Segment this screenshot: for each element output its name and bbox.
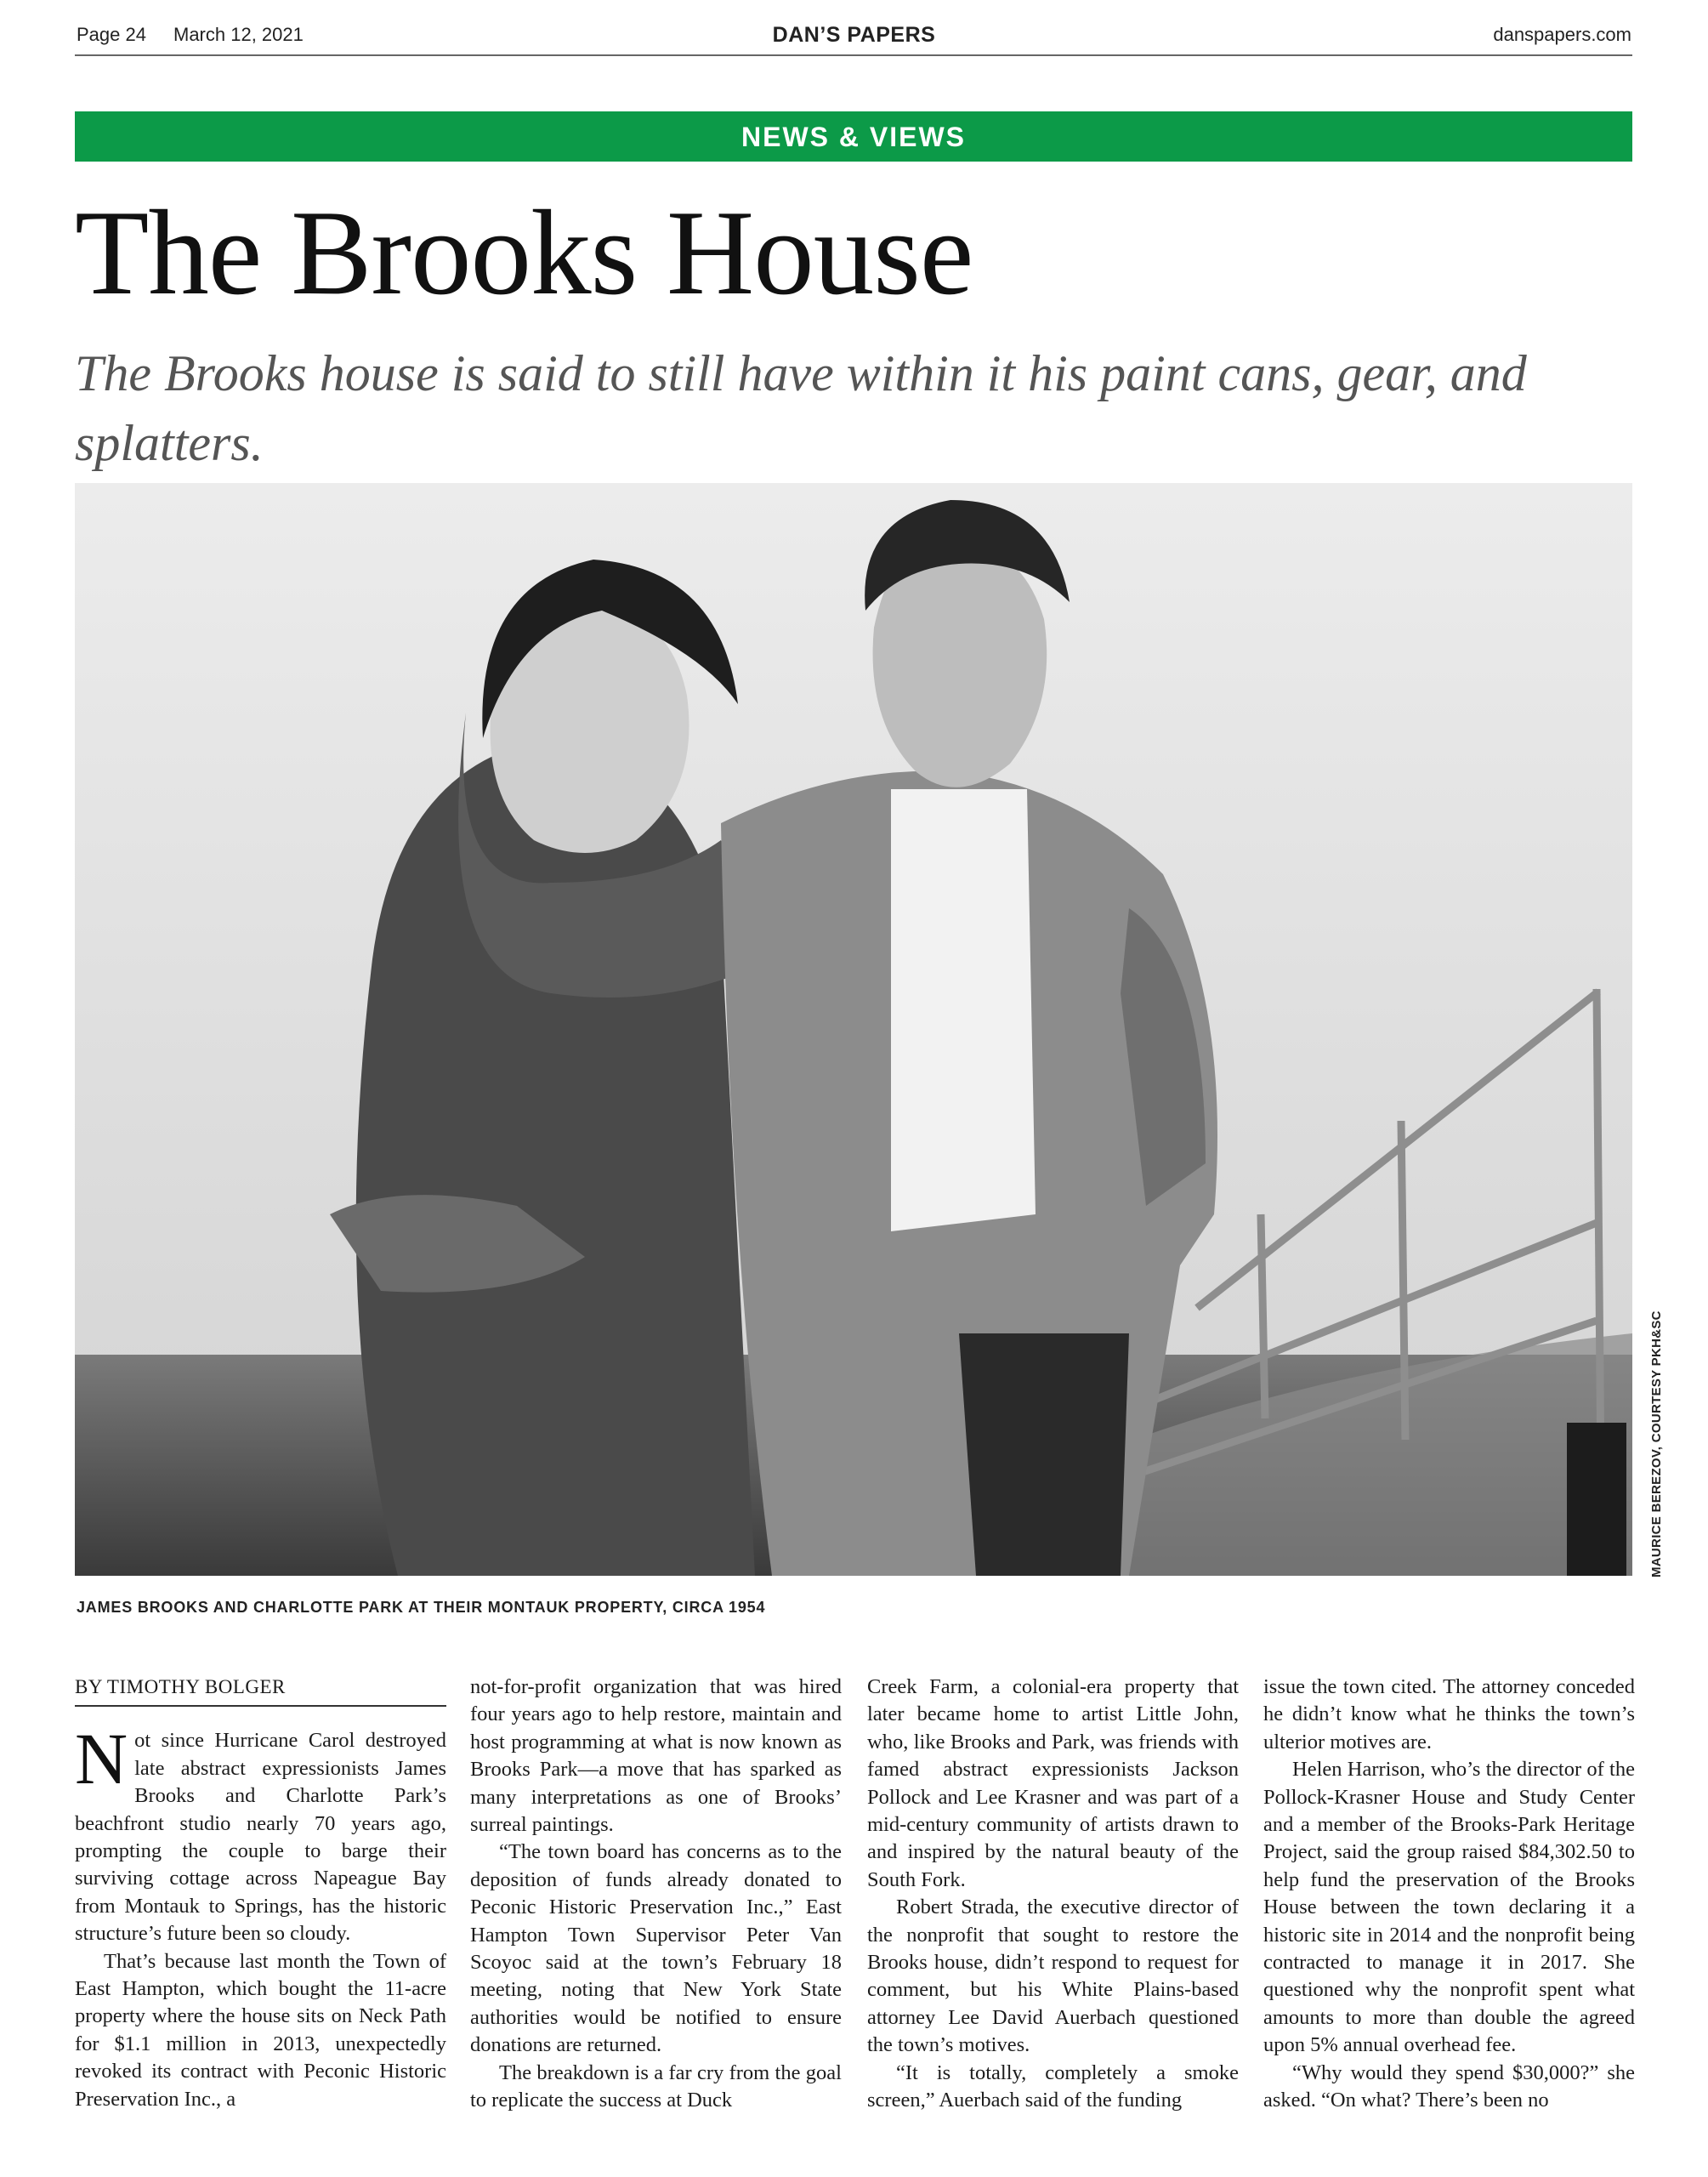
article-paragraph: That’s because last month the Town of East Hampton, which bought the 11-acre property where the house sits on Neck Path for $1.1 million in 2013, unexpectedly revoked its contract with Peconic Historic Preservation Inc., a	[75, 1949, 446, 2111]
article-paragraph: “Why would they spend $30,000?” she asked. “On what? There’s been no	[1263, 2060, 1635, 2112]
photo-illustration	[75, 483, 1632, 1576]
article-column-4	[1263, 1674, 1635, 2115]
website-url[interactable]: danspapers.com	[1493, 24, 1631, 45]
article-paragraph: “It is totally, completely a smoke screen,” Auerbach said of the funding	[867, 2060, 1239, 2112]
article-column-1	[75, 1674, 446, 2113]
article-paragraph: Creek Farm, a colonial-era property that later became home to artist Little John, who, like Brooks and Park, was friends with famed abstract expressionists Jackson Pollock and Lee Krasner and was part of a mid-century community of artists drawn to and inspired by the natural beauty of the South Fork.	[867, 1675, 1239, 1891]
byline: BY TIMOTHY BOLGER	[75, 1674, 446, 1707]
article-column-2	[470, 1674, 842, 2115]
page-number: Page 24	[77, 24, 146, 45]
article-paragraph: Robert Strada, the executive director of the nonprofit that sought to restore the Brooks house, didn’t respond to request for comment, but his White Plains-based attorney Lee David Auerbach questioned the town’s motives.	[867, 1896, 1239, 2057]
headline: The Brooks House	[75, 185, 973, 320]
subheadline-deck: The Brooks house is said to still have within it his paint cans, gear, and splatters.	[75, 345, 1527, 471]
photo-caption: JAMES BROOKS AND CHARLOTTE PARK AT THEIR MONTAUK PROPERTY, CIRCA 1954	[77, 1599, 766, 1616]
article-paragraph: “The town board has concerns as to the deposition of funds already donated to Peconic Historic Preservation Inc.,” East Hampton Town Supervisor Peter Van Scoyoc said at the town’s February 18 meeting, noting that New York State authorities would be notified to ensure donations are returned.	[470, 1840, 842, 2057]
article-paragraph: Not since Hurricane Carol destroyed late abstract expressionists James Brooks and Charlotte Park’s beachfront studio nearly 70 years ago, prompting the couple to barge their surviving cottage across Napeague Bay from Montauk to Springs, has the historic structure’s future been so cloudy.	[75, 1718, 446, 1946]
article-paragraph: not-for-profit organization that was hired four years ago to help restore, maintain and host programming at what is now known as Brooks Park—a move that has sparked as many interpretations as one of Brooks’ surreal paintings.	[470, 1675, 842, 1837]
issue-date: March 12, 2021	[173, 24, 304, 45]
post	[1567, 1423, 1626, 1576]
article-paragraph: issue the town cited. The attorney conceded he didn’t know what he thinks the town’s ulterior motives are.	[1263, 1675, 1635, 1754]
article-paragraph: The breakdown is a far cry from the goal to replicate the success at Duck	[470, 2060, 842, 2112]
feature-photo	[75, 483, 1632, 1576]
photo-credit: MAURICE BEREZOV, COURTESY PKH&SC	[1649, 1310, 1664, 1577]
header-rule	[75, 54, 1632, 56]
article-paragraph: Helen Harrison, who’s the director of the Pollock-Krasner House and Study Center and a member of the Brooks-Park Heritage Project, said the group raised $84,302.50 to help fund the preservation of the Brooks House between the town declaring it a historic site in 2014 and the nonprofit being contracted to manage it in 2017. She questioned why the nonprofit spent what amounts to more than double the agreed upon 5% annual overhead fee.	[1263, 1758, 1635, 2057]
article-column-3	[867, 1674, 1239, 2115]
publication-name: DAN’S PAPERS	[772, 23, 936, 47]
drop-cap: N	[75, 1718, 128, 1800]
section-banner: NEWS & VIEWS	[75, 111, 1632, 162]
